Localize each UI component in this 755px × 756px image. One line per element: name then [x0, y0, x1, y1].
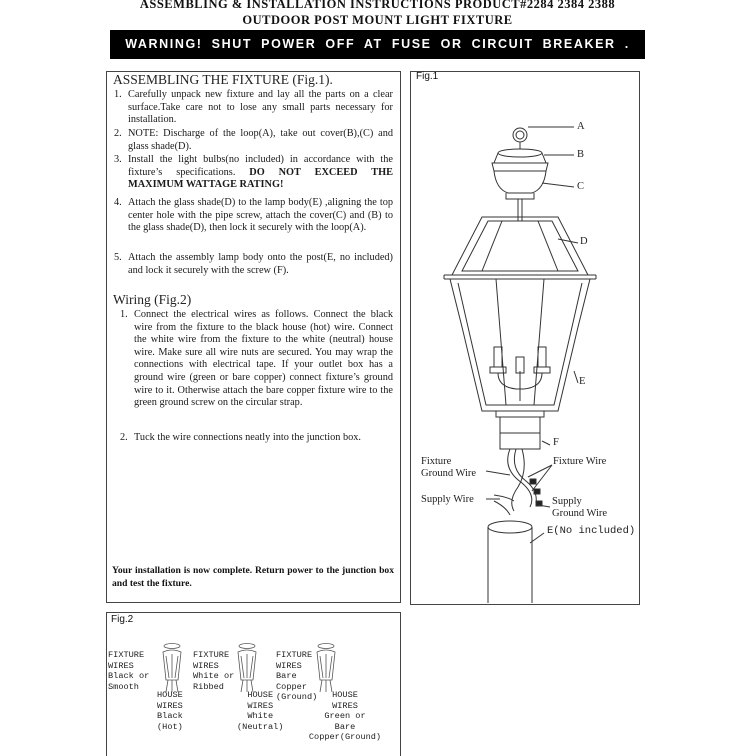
step-number: 2. — [114, 128, 122, 139]
assembling-step — [114, 89, 393, 127]
step-text: Attach the assembly lamp body onto the post(E, no included) and lock it securely with the screw (F). — [128, 252, 393, 276]
step-number: 5. — [114, 252, 122, 263]
label-line: HOUSE — [157, 690, 183, 700]
part-label-b: B — [577, 149, 585, 160]
label-line: Bare — [276, 671, 297, 681]
fixture-wire-label: Fixture Wire — [553, 456, 607, 467]
completion-note: Your installation is now complete. Return power to the junction box and test the fixture. — [112, 565, 394, 589]
step-number: 2. — [120, 432, 128, 443]
fixture-wires-black — [108, 650, 149, 692]
label-line: HOUSE — [247, 690, 274, 700]
fixture-ground-wire-label — [421, 456, 476, 480]
wattage-warning: DO NOT EXCEED THE MAXIMUM WATTAGE RATING! — [128, 166, 393, 191]
label-line: FIXTURE — [108, 650, 145, 660]
wiring-heading: Wiring (Fig.2) — [113, 292, 192, 307]
step-number: 1. — [120, 309, 128, 320]
step-text: Install the light bulbs(no included) in accordance with the fixture’s specifications. — [128, 154, 393, 178]
house-wires-green — [299, 690, 391, 743]
label-line: Black or — [108, 671, 150, 681]
warning-banner: WARNING! SHUT POWER OFF AT FUSE OR CIRCUIT BREAKER . — [110, 30, 645, 59]
label-line: FIXTURE — [276, 650, 313, 660]
label-line: WIRES — [157, 700, 183, 711]
label-line: WIRES — [276, 660, 302, 671]
document-title: ASSEMBLING & INSTALLATION INSTRUCTIONS PRODUCT#2284 2384 2388 — [139, 0, 616, 11]
label-line: (Neutral) — [237, 721, 284, 732]
house-wires-black — [157, 690, 183, 732]
label-line: Bare Copper(Ground) — [308, 721, 382, 742]
label-line: (Ground) — [276, 692, 318, 702]
label-line: Fixture — [421, 456, 452, 467]
label-line: Copper — [276, 681, 307, 692]
part-label-a: A — [577, 121, 585, 132]
label-line: FIXTURE — [193, 650, 230, 660]
fixture-wires-white — [193, 650, 234, 692]
label-line: Ribbed — [193, 681, 224, 692]
label-line: Supply — [552, 496, 582, 507]
label-line: Ground Wire — [421, 468, 477, 479]
fig1-label: Fig.1 — [416, 71, 439, 82]
label-line: WIRES — [193, 660, 219, 671]
label-line: Ground Wire — [552, 508, 608, 519]
label-line: WIRES — [332, 700, 358, 711]
label-line: White or — [193, 671, 235, 681]
step-number: 3. — [114, 154, 122, 165]
label-line: WIRES — [108, 660, 134, 671]
fig2-label: Fig.2 — [111, 614, 134, 625]
step-text: Tuck the wire connections neatly into the junction box. — [134, 432, 361, 443]
label-line: HOUSE — [332, 690, 358, 700]
step-text: Carefully unpack new fixture and lay all the parts on a clear surface.Take care not to lose any small parts necessary for installation. — [128, 89, 393, 126]
label-line: Smooth — [108, 681, 139, 692]
step-number: 4. — [114, 197, 122, 208]
step-text: NOTE: Discharge of the loop(A), take out cover(B),(C) and glass shade(D). — [128, 128, 393, 152]
lamp-fixture-drawing — [410, 71, 638, 603]
supply-wire-label: Supply Wire — [421, 494, 474, 505]
part-label-d: D — [580, 236, 588, 247]
label-line: White — [247, 711, 274, 721]
assembling-step — [114, 128, 393, 153]
step-number: 1. — [114, 89, 122, 100]
part-label-f: F — [553, 437, 559, 448]
assembling-step — [114, 197, 393, 235]
assembling-step — [114, 154, 393, 192]
label-line: Black — [157, 711, 183, 721]
label-line: WIRES — [247, 700, 274, 711]
step-text: Connect the electrical wires as follows. Connect the black wire from the fixture to the black house (hot) wire. Connect the white wire from the fixture to the white (neutral) house wire. Make sure all wire nuts are secured. You may wrap the connections with electrical tape. If your outlet box has a ground wire (green or bare copper) connect fixture’s ground wire to it. Otherwise attach the bare copper fixture wire to the green ground screw on the circular strap. — [134, 309, 393, 409]
document-subtitle: OUTDOOR POST MOUNT LIGHT FIXTURE — [242, 13, 513, 27]
supply-ground-wire-label — [552, 496, 607, 520]
assembling-step — [114, 252, 393, 277]
post-label: E(No included) — [547, 525, 636, 537]
step-text: Attach the glass shade(D) to the lamp body(E) ,aligning the top center hole with the pipe screw, attach the cover(C) and (B) to the glass shade(D), then lock it securely with the loop(A). — [128, 197, 393, 234]
wiring-step — [120, 432, 393, 445]
part-label-c: C — [577, 181, 585, 192]
wiring-step — [120, 309, 393, 410]
label-line: (Hot) — [157, 721, 183, 732]
assembling-heading: ASSEMBLING THE FIXTURE (Fig.1). — [113, 72, 333, 87]
label-line: Green or — [324, 711, 366, 721]
part-label-e: E — [579, 376, 586, 387]
